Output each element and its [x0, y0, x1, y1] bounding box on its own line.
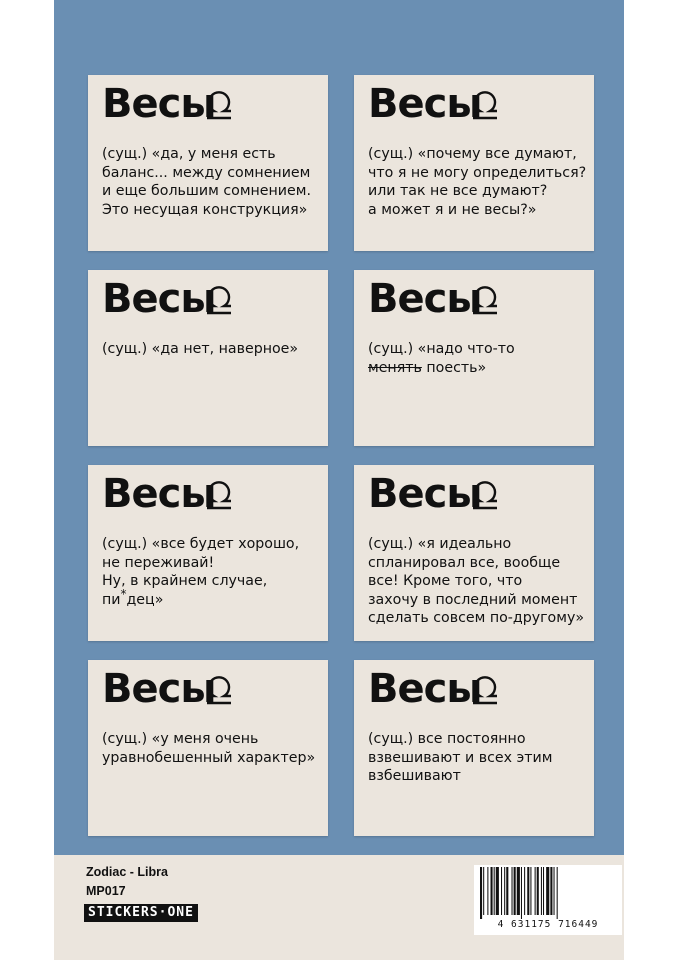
sticker-title: Весы — [102, 666, 216, 712]
barcode-bar — [506, 867, 508, 915]
barcode-bar — [541, 867, 542, 915]
sticker-title: Весы — [368, 666, 482, 712]
sticker-title: Весы — [102, 81, 216, 127]
barcode-bar — [494, 867, 495, 915]
barcode-number: 4 631175 716449 — [497, 919, 599, 930]
sticker-6 — [354, 465, 594, 641]
barcode-bar — [517, 867, 520, 915]
sticker-title: Весы — [368, 81, 482, 127]
sticker-title: Весы — [102, 276, 216, 322]
sticker-7 — [88, 660, 328, 836]
sticker-4 — [354, 270, 594, 446]
barcode-bar — [487, 867, 488, 915]
barcode-bar — [496, 867, 499, 915]
barcode-bar — [521, 867, 522, 919]
barcode-bar — [480, 867, 482, 919]
sticker-2 — [354, 75, 594, 251]
barcode-bar — [554, 867, 555, 915]
series-label: Zodiac - Libra — [86, 865, 168, 879]
sticker-1 — [88, 75, 328, 251]
libra-symbol-icon — [468, 284, 502, 318]
barcode — [474, 865, 622, 935]
sticker-definition: (сущ.) все постоянно взвешивают и всех этим взбешивают — [368, 731, 553, 784]
libra-symbol-icon — [202, 479, 236, 513]
barcode-bar — [535, 867, 536, 915]
sticker-title: Весы — [368, 276, 482, 322]
product-code: MP017 — [86, 884, 126, 898]
barcode-bar — [550, 867, 552, 915]
barcode-bar — [546, 867, 549, 915]
libra-symbol-icon — [468, 674, 502, 708]
barcode-bar — [527, 867, 529, 915]
sticker-definition: (сущ.) «у меня очень уравнобешенный характер» — [102, 731, 316, 766]
barcode-bar — [512, 867, 513, 915]
sticker-definition: (сущ.) «да нет, наверное» — [102, 341, 299, 357]
barcode-bar — [491, 867, 493, 915]
barcode-bar — [543, 867, 544, 915]
sticker-definition: (сущ.) «почему все думают, что я не могу определиться? или так не все думают? а может я и не весы?» — [368, 146, 587, 218]
barcode-bar — [537, 867, 539, 915]
sticker-title: Весы — [368, 471, 482, 517]
barcode-bar — [530, 867, 531, 915]
struck-word: менять — [368, 359, 422, 376]
sticker-definition: (сущ.) «надо что-то менять поесть» — [368, 341, 515, 376]
sticker-definition: (сущ.) «да, у меня есть баланс... между сомнением и еще большим сомнением. Это несущая конструкция» — [102, 146, 311, 218]
barcode-bar — [501, 867, 502, 915]
sticker-definition: (сущ.) «я идеально спланировал все, вообще все! Кроме того, что захочу в последний момент сделать совсем по-другому» — [368, 536, 585, 626]
libra-symbol-icon — [468, 479, 502, 513]
barcode-bar — [524, 867, 525, 915]
barcode-bars — [478, 867, 618, 919]
barcode-bar — [557, 867, 558, 919]
sticker-3 — [88, 270, 328, 446]
sticker-5 — [88, 465, 328, 641]
libra-symbol-icon — [202, 89, 236, 123]
brand-logo: STICKERS·ONE — [84, 904, 198, 922]
sticker-8 — [354, 660, 594, 836]
footer — [54, 855, 624, 960]
sticker-title: Весы — [102, 471, 216, 517]
barcode-bar — [514, 867, 516, 915]
sticker-definition: (сущ.) «все будет хорошо, не переживай! Ну, в крайнем случае, пи*дец» — [102, 536, 300, 608]
barcode-bar — [483, 867, 484, 915]
libra-symbol-icon — [468, 89, 502, 123]
barcode-bar — [504, 867, 505, 915]
libra-symbol-icon — [202, 284, 236, 318]
libra-symbol-icon — [202, 674, 236, 708]
